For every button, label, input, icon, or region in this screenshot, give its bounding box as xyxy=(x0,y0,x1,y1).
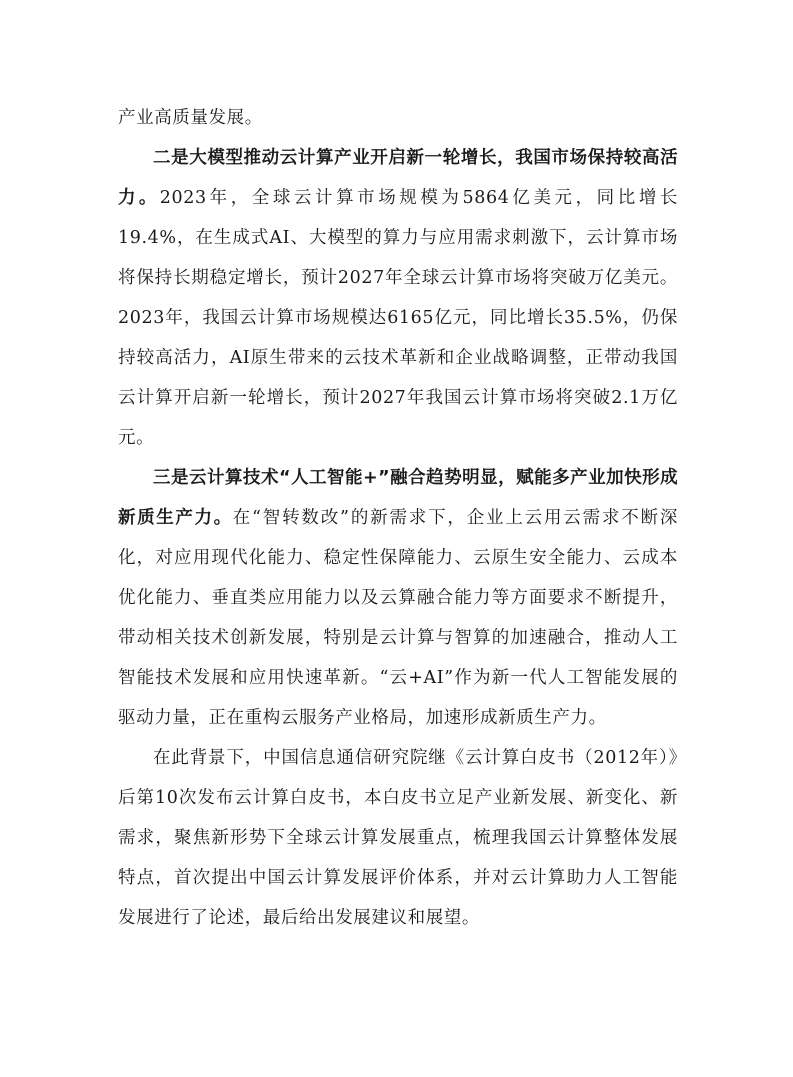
paragraph-text: 产业高质量发展。 xyxy=(118,108,263,128)
paragraph-text: 在“智转数改”的新需求下，企业上云用云需求不断深化，对应用现代化能力、稳定性保障能力、云原生安全能力、云成本优化能力、垂直类应用能力以及云算融合能力等方面要求不断提升，带动相关技术创新发展，特别是云计算与智算的加速融合，推动人工智能技术发展和应用快速革新。“云+AI”作为新一代人工智能发展的驱动力量，正在重构云服务产业格局，加速形成新质生产力。 xyxy=(118,508,678,728)
paragraph-lead: 二是大模型推动云计算产业开启新一轮增长，我国市场保持较高活力。 xyxy=(118,148,678,208)
paragraph-continuation xyxy=(118,98,678,138)
paragraph-text: 在此背景下，中国信息通信研究院继《云计算白皮书（2012年）》后第10次发布云计算白皮书，本白皮书立足产业新发展、新变化、新需求，聚焦新形势下全球云计算发展重点，梳理我国云计算整体发展特点，首次提出中国云计算发展评价体系，并对云计算助力人工智能发展进行了论述，最后给出发展建议和展望。 xyxy=(118,748,678,928)
document-body xyxy=(118,98,678,938)
paragraph-background xyxy=(118,738,678,938)
paragraph-text: 2023年，全球云计算市场规模为5864亿美元，同比增长19.4%，在生成式AI、大模型的算力与应用需求刺激下，云计算市场将保持长期稳定增长，预计2027年全球云计算市场将突破万亿美元。2023年，我国云计算市场规模达6165亿元，同比增长35.5%，仍保持较高活力，AI原生带来的云技术革新和企业战略调整，正带动我国云计算开启新一轮增长，预计2027年我国云计算市场将突破2.1万亿元。 xyxy=(118,188,678,448)
paragraph-ai-fusion xyxy=(118,458,678,738)
paragraph-market-growth xyxy=(118,138,678,458)
paragraph-lead: 三是云计算技术“人工智能+”融合趋势明显，赋能多产业加快形成新质生产力。 xyxy=(118,468,678,528)
